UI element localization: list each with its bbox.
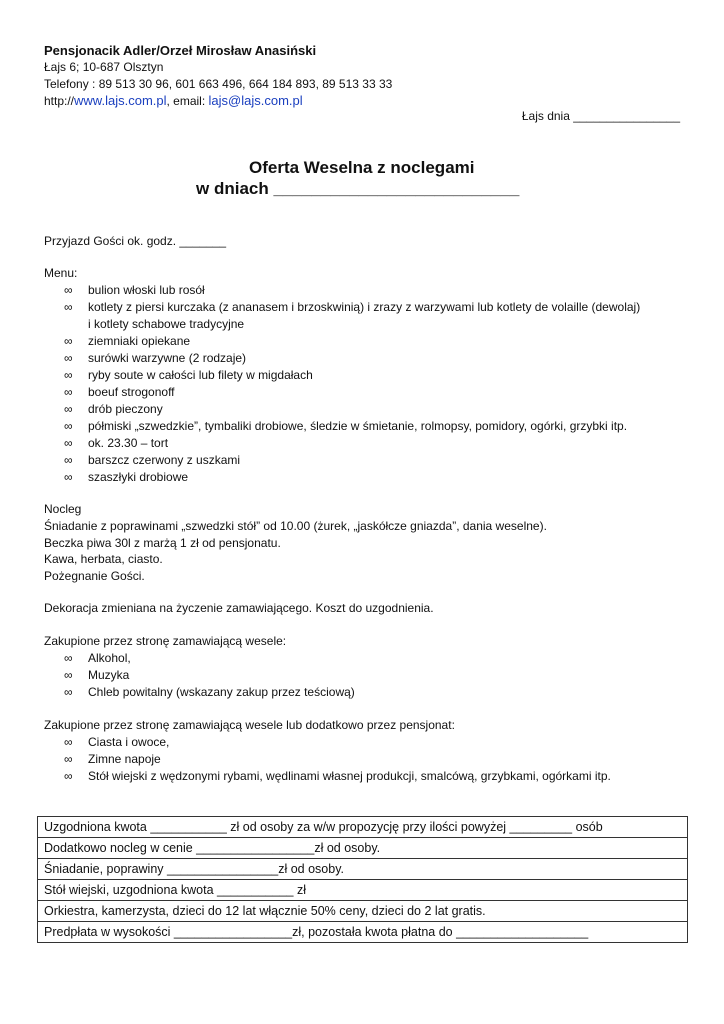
stay-line: Pożegnanie Gości. xyxy=(44,569,145,583)
stay-line: Śniadanie z poprawinami „szwedzki stół” od 10.00 (żurek, „jaskółcze gniazda”, dania weselne). xyxy=(44,519,547,533)
table-row xyxy=(38,859,688,880)
list-item: ∞ ryby soute w całości lub filety w migdałach xyxy=(64,368,313,382)
list-item: ∞ kotlety z piersi kurczaka (z ananasem i brzoskwinią) i zrazy z warzywami lub kotlety de volaille (dewolaj) xyxy=(64,300,641,314)
stay-line: Beczka piwa 30l z marżą 1 zł od pensjonatu. xyxy=(44,536,281,550)
bullet-icon: ∞ xyxy=(64,334,73,348)
website-link[interactable]: www.lajs.com.pl xyxy=(74,93,167,108)
company-name: Pensjonacik Adler/Orzeł Mirosław Anasiński xyxy=(44,43,317,58)
list-item: ∞ surówki warzywne (2 rodzaje) xyxy=(64,351,247,365)
client-or-hotel-list xyxy=(44,734,611,785)
bullet-icon: ∞ xyxy=(64,735,73,749)
table-cell: Uzgodniona kwota ___________ zł od osoby za w/w propozycję przy ilości powyżej _________ osób xyxy=(38,817,688,838)
bullet-icon: ∞ xyxy=(64,283,73,297)
list-item: ∞ Alkohol, xyxy=(64,651,131,665)
list-item: ∞ ziemniaki opiekane xyxy=(64,334,191,348)
bullet-icon: ∞ xyxy=(64,651,73,665)
table-cell: Stół wiejski, uzgodniona kwota ___________ zł xyxy=(38,880,688,901)
list-item-continuation: i kotlety schabowe tradycyjne xyxy=(88,317,245,331)
table-row xyxy=(38,838,688,859)
bullet-icon: ∞ xyxy=(64,668,73,682)
table-cell: Orkiestra, kamerzysta, dzieci do 12 lat włącznie 50% ceny, dzieci do 2 lat gratis. xyxy=(38,901,688,922)
stay-line: Nocleg xyxy=(44,502,82,516)
summary-table xyxy=(37,816,688,943)
bullet-icon: ∞ xyxy=(64,368,73,382)
decoration-note: Dekoracja zmieniana na życzenie zamawiającego. Koszt do uzgodnienia. xyxy=(44,601,434,615)
contact-line xyxy=(44,93,303,108)
table-cell: Dodatkowo nocleg w cenie _________________zł od osoby. xyxy=(38,838,688,859)
table-row xyxy=(38,901,688,922)
offer-title: Oferta Weselna z noclegami xyxy=(249,158,475,177)
table-cell: Śniadanie, poprawiny ________________zł od osoby. xyxy=(38,859,688,880)
bullet-icon: ∞ xyxy=(64,419,73,433)
table-row xyxy=(38,817,688,838)
list-item: ∞ szaszłyki drobiowe xyxy=(64,470,189,484)
list-item: ∞ bulion włoski lub rosół xyxy=(64,283,205,297)
bullet-icon: ∞ xyxy=(64,769,73,783)
table-cell: Predpłata w wysokości _________________zł, pozostała kwota płatna do ___________________ xyxy=(38,922,688,943)
bullet-icon: ∞ xyxy=(64,300,73,314)
client-or-hotel-label: Zakupione przez stronę zamawiającą wesele lub dodatkowo przez pensjonat: xyxy=(44,718,455,732)
list-item: ∞ Ciasta i owoce, xyxy=(64,735,170,749)
list-item: ∞ drób pieczony xyxy=(64,402,163,416)
bullet-icon: ∞ xyxy=(64,402,73,416)
client-purchase-list xyxy=(44,650,355,701)
stay-line: Kawa, herbata, ciasto. xyxy=(44,552,163,566)
list-item: ∞ Muzyka xyxy=(64,668,130,682)
list-item: ∞ barszcz czerwony z uszkami xyxy=(64,453,241,467)
offer-dates: w dniach __________________________ xyxy=(196,179,520,198)
bullet-icon: ∞ xyxy=(64,436,73,450)
table-row xyxy=(38,922,688,943)
menu-list xyxy=(44,282,640,486)
bullet-icon: ∞ xyxy=(64,752,73,766)
list-item: ∞ Zimne napoje xyxy=(64,752,161,766)
company-address: Łajs 6; 10-687 Olsztyn xyxy=(44,60,164,74)
bullet-icon: ∞ xyxy=(64,351,73,365)
table-row xyxy=(38,880,688,901)
company-phones: Telefony : 89 513 30 96, 601 663 496, 664 184 893, 89 513 33 33 xyxy=(44,77,393,91)
menu-label: Menu: xyxy=(44,266,78,280)
date-line: Łajs dnia ________________ xyxy=(521,109,680,123)
bullet-icon: ∞ xyxy=(64,453,73,467)
email-label: , email: xyxy=(166,94,209,108)
list-item: ∞ ok. 23.30 – tort xyxy=(64,436,169,450)
email-link[interactable]: lajs@lajs.com.pl xyxy=(208,93,303,108)
web-prefix: http:// xyxy=(44,94,75,108)
bullet-icon: ∞ xyxy=(64,470,73,484)
list-item: ∞ Stół wiejski z wędzonymi rybami, wędlinami własnej produkcji, smalcówą, grzybkami, ogórkami itp. xyxy=(64,769,611,783)
list-item: ∞ Chleb powitalny (wskazany zakup przez teściową) xyxy=(64,685,355,699)
arrival-time: Przyjazd Gości ok. godz. _______ xyxy=(44,234,227,248)
bullet-icon: ∞ xyxy=(64,685,73,699)
list-item: ∞ półmiski „szwedzkie”, tymbaliki drobiowe, śledzie w śmietanie, rolmopsy, pomidory, ogórki, grzybki itp. xyxy=(64,419,628,433)
list-item: ∞ boeuf strogonoff xyxy=(64,385,175,399)
client-purchase-label: Zakupione przez stronę zamawiającą wesele: xyxy=(44,634,287,648)
bullet-icon: ∞ xyxy=(64,385,73,399)
